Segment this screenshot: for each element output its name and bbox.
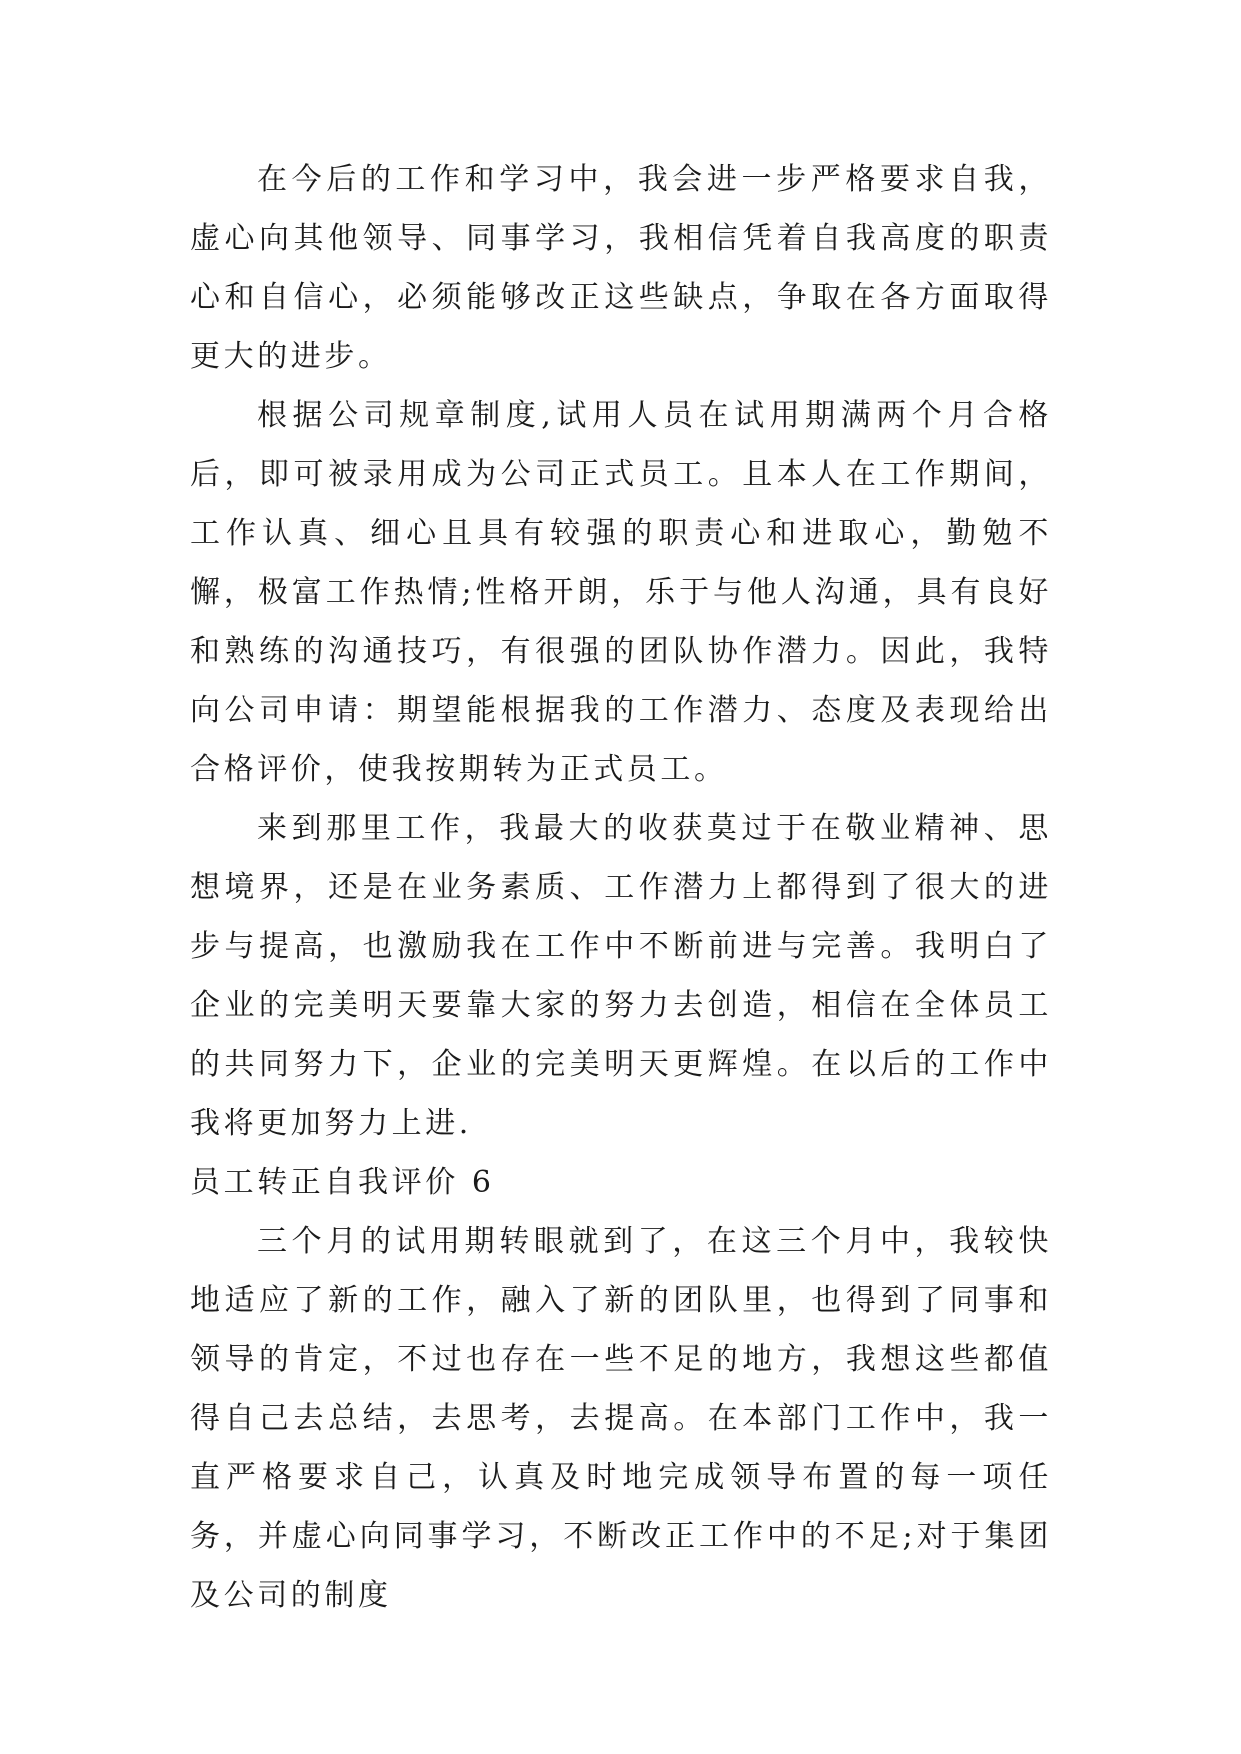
- paragraph-self-improvement: 在今后的工作和学习中，我会进一步严格要求自我，虚心向其他领导、同事学习，我相信凭着自我高度的职责心和自信心，必须能够改正这些缺点，争取在各方面取得更大的进步。: [190, 162, 1052, 374]
- paragraph-probation-application: 根据公司规章制度,试用人员在试用期满两个月合格后，即可被录用成为公司正式员工。且本人在工作期间，工作认真、细心且具有较强的职责心和进取心，勤勉不懈，极富工作热情;性格开朗，乐于与他人沟通，具有良好和熟练的沟通技巧，有很强的团队协作潜力。因此，我特向公司申请：期望能根据我的工作潜力、态度及表现给出合格评价，使我按期转为正式员工。: [190, 398, 1052, 787]
- section-heading: 员工转正自我评价 6: [190, 1165, 495, 1200]
- paragraph-gains: 来到那里工作，我最大的收获莫过于在敬业精神、思想境界，还是在业务素质、工作潜力上都得到了很大的进步与提高，也激励我在工作中不断前进与完善。我明白了企业的完美明天要靠大家的努力去创造，相信在全体员工的共同努力下，企业的完美明天更辉煌。在以后的工作中我将更加努力上进.: [190, 811, 1052, 1141]
- document-body: [190, 150, 1052, 1625]
- paragraph-three-months: 三个月的试用期转眼就到了，在这三个月中，我较快地适应了新的工作，融入了新的团队里，也得到了同事和领导的肯定，不过也存在一些不足的地方，我想这些都值得自己去总结，去思考，去提高。在本部门工作中，我一直严格要求自己，认真及时地完成领导布置的每一项任务，并虚心向同事学习，不断改正工作中的不足;对于集团及公司的制度: [190, 1224, 1052, 1613]
